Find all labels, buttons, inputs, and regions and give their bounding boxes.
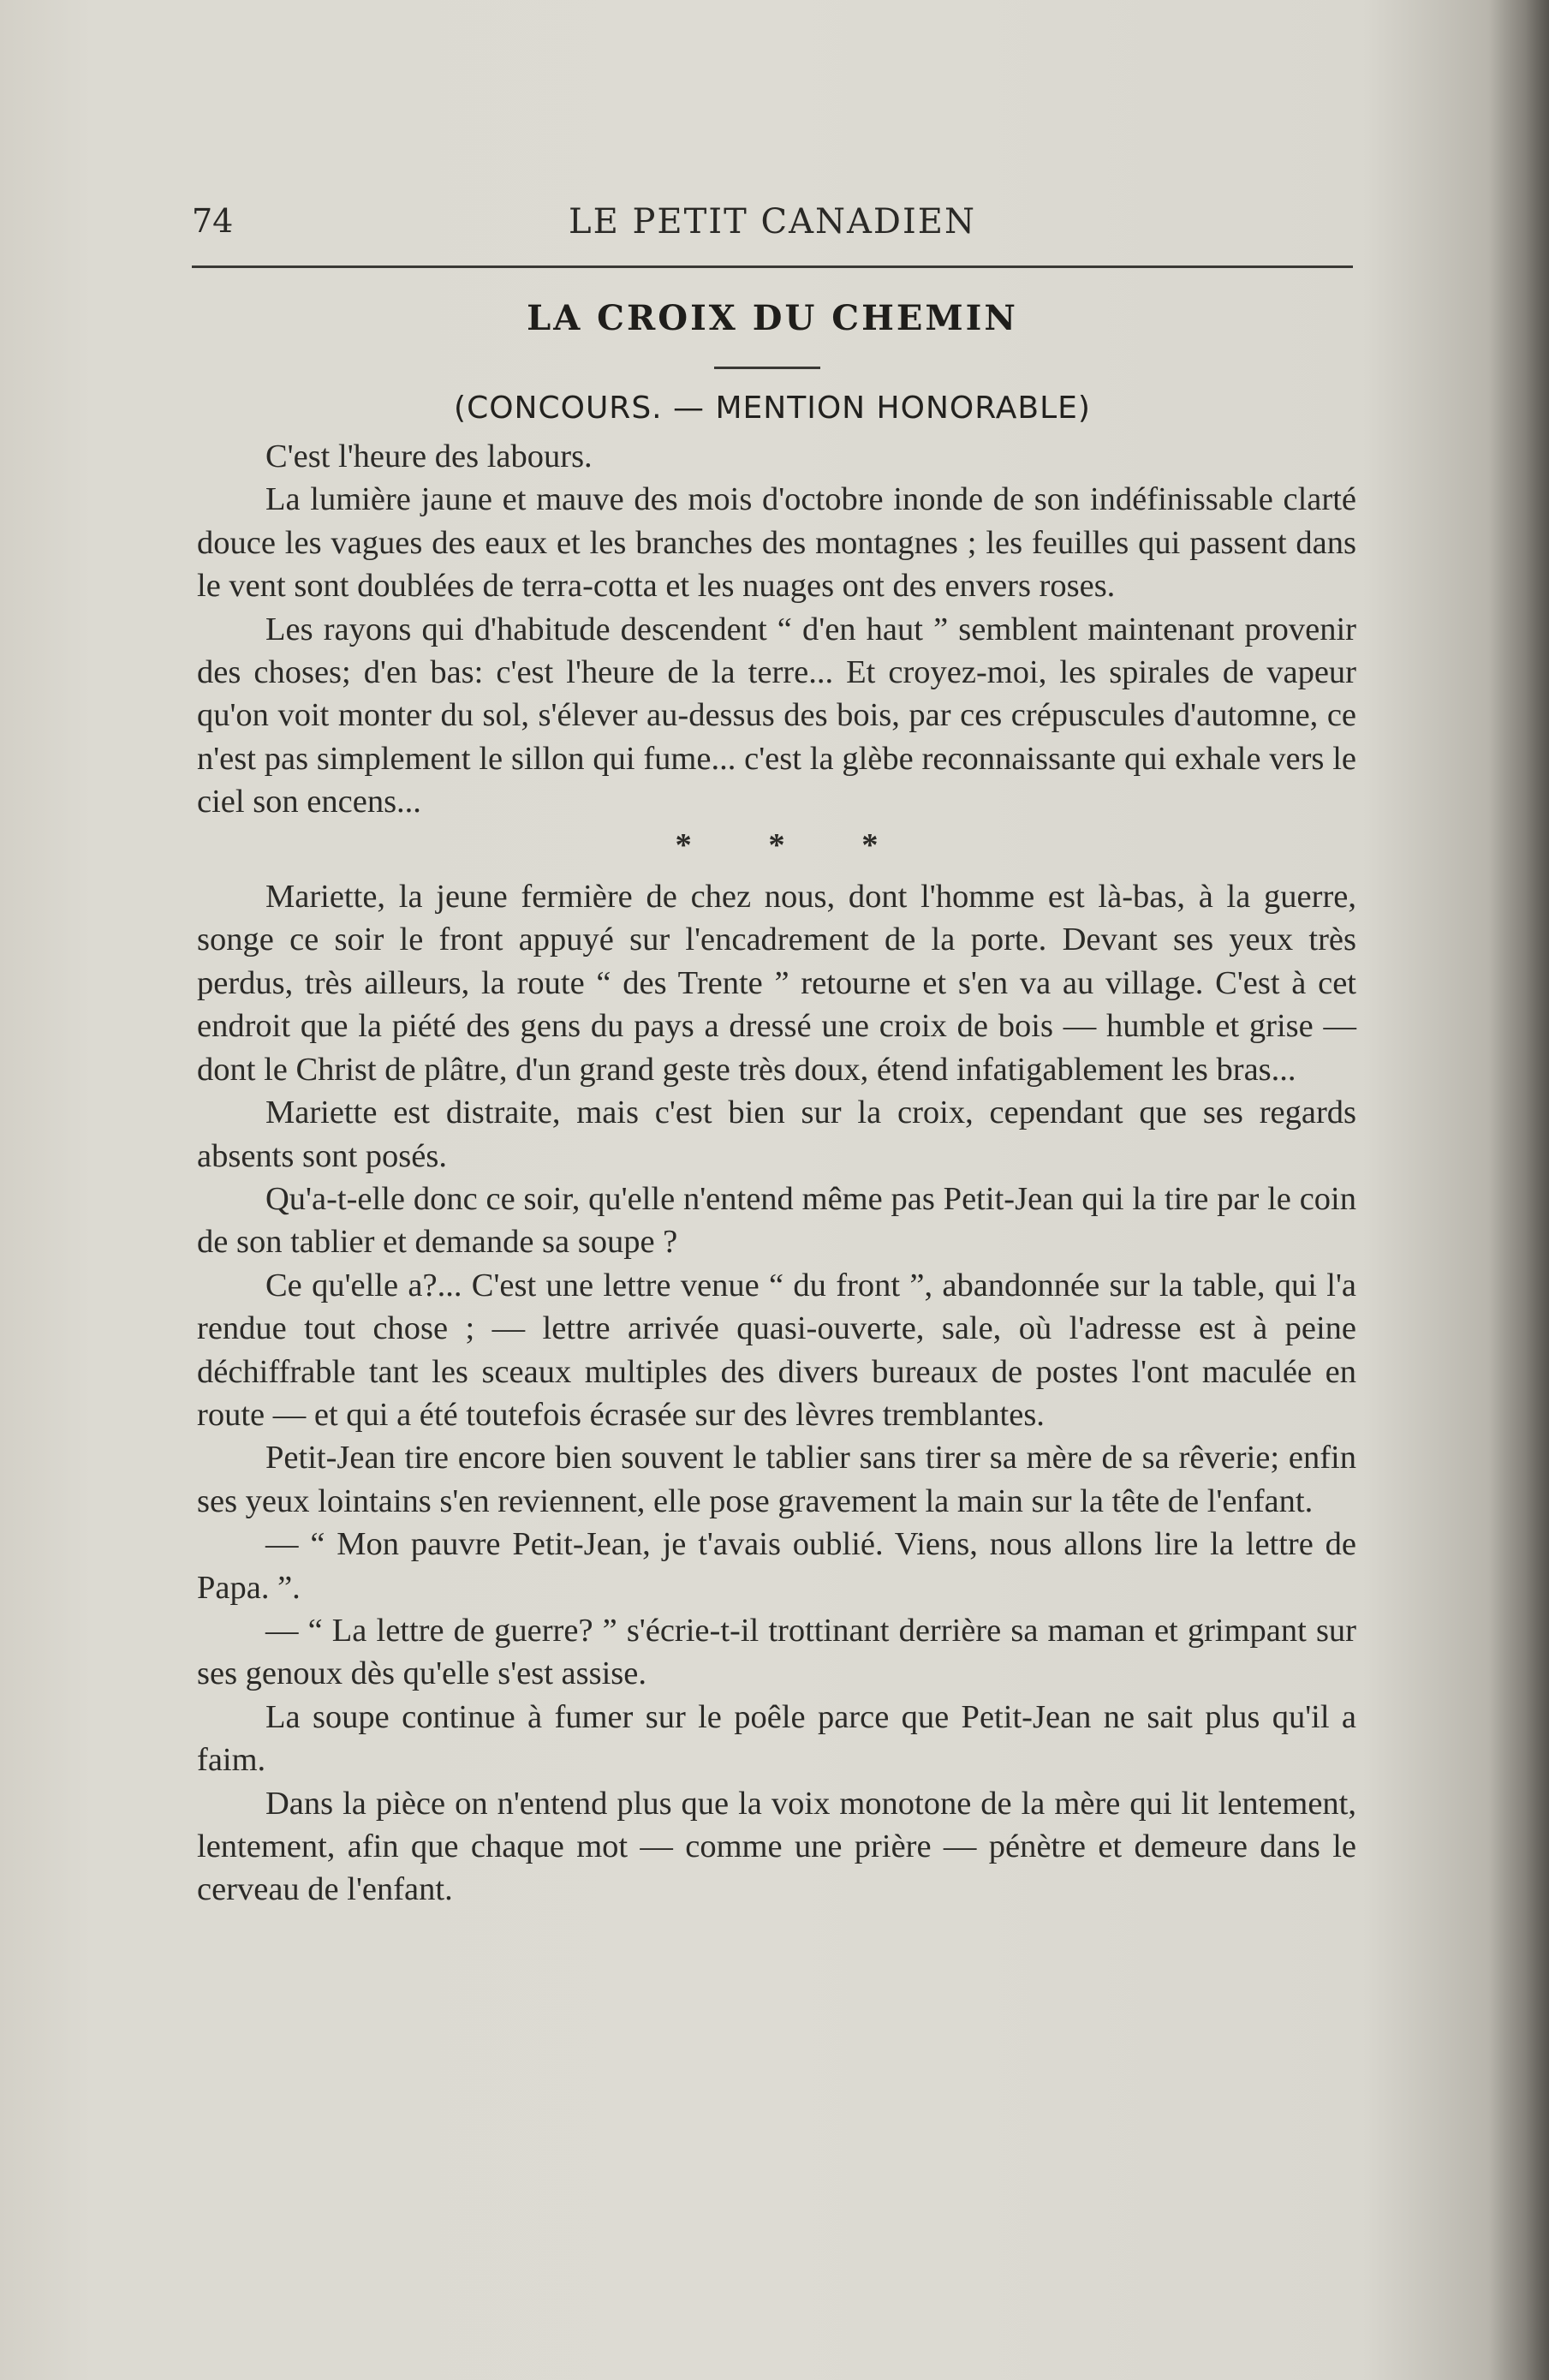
dialogue-line: — “ Mon pauvre Petit-Jean, je t'avais oublié. Viens, nous allons lire la lettre de Papa. ”.: [197, 1526, 1356, 1606]
article-subtitle: (CONCOURS. — MENTION HONORABLE): [454, 391, 1091, 426]
title-rule: [714, 367, 820, 369]
paragraph: Mariette est distraite, mais c'est bien sur la croix, cependant que ses regards absents sont posés.: [197, 1095, 1356, 1174]
article-body: [197, 435, 1356, 1912]
paragraph: Qu'a-t-elle donc ce soir, qu'elle n'entend même pas Petit-Jean qui la tire par le coin de son tablier et demande sa soupe ?: [197, 1180, 1356, 1261]
running-head: LE PETIT CANADIEN: [569, 202, 976, 242]
paragraph: Petit-Jean tire encore bien souvent le tablier sans tirer sa mère de sa rêverie; enfin ses yeux lointains s'en reviennent, elle pose gravement la main sur la tête de l'enfant.: [197, 1440, 1356, 1519]
page-number: 74: [192, 202, 234, 240]
section-separator: * * *: [675, 826, 913, 863]
paragraph: C'est l'heure des labours.: [265, 438, 593, 474]
paragraph: La soupe continue à fumer sur le poêle parce que Petit-Jean ne sait plus qu'il a faim.: [197, 1698, 1356, 1779]
dialogue-line: — “ La lettre de guerre? ” s'écrie-t-il trottinant derrière sa maman et grimpant sur ses genoux dès qu'elle s'est assise.: [197, 1612, 1356, 1692]
header-rule: [192, 265, 1353, 268]
paragraph: Les rayons qui d'habitude descendent “ d'en haut ” semblent maintenant provenir des choses; d'en bas: c'est l'heure de la terre... Et croyez-moi, les spirales de vapeur qu'on voit monter du sol, s'élever au-dessus des bois, par ces crépuscules d'automne, ce n'est pas simplement le sillon qui fume... c'est la glèbe reconnaissante qui exhale vers le ciel son encens...: [197, 611, 1356, 820]
paragraph: Ce qu'elle a?... C'est une lettre venue “ du front ”, abandonnée sur la table, qui l'a rendue tout chose ; — lettre arrivée quasi-ouverte, sale, où l'adresse est à peine déchiffrable tant les sceaux multiples des divers bureaux de postes l'ont maculée en route — et qui a été toutefois écrasée sur des lèvres tremblantes.: [197, 1267, 1356, 1433]
page-gutter-shadow: [1489, 0, 1549, 2380]
paragraph: Mariette, la jeune fermière de chez nous, dont l'homme est là-bas, à la guerre, songe ce soir le front appuyé sur l'encadrement de la porte. Devant ses yeux très perdus, très ailleurs, la route “ des Trente ” retourne et s'en va au village. C'est à cet endroit que la piété des gens du pays a dressé une croix de bois — humble et grise — dont le Christ de plâtre, d'un grand geste très doux, étend infatigablement les bras...: [197, 879, 1356, 1088]
paragraph: Dans la pièce on n'entend plus que la voix monotone de la mère qui lit lentement, lentement, afin que chaque mot — comme une prière — pénètre et demeure dans le cerveau de l'enfant.: [197, 1785, 1356, 1908]
page-header: [192, 202, 1353, 254]
paragraph: La lumière jaune et mauve des mois d'octobre inonde de son indéfinissable clarté douce les vagues des eaux et les branches des montagnes ; les feuilles qui passent dans le vent sont doublées de terra-cotta et les nuages ont des envers roses.: [197, 481, 1356, 605]
article-title: LA CROIX DU CHEMIN: [527, 298, 1018, 338]
